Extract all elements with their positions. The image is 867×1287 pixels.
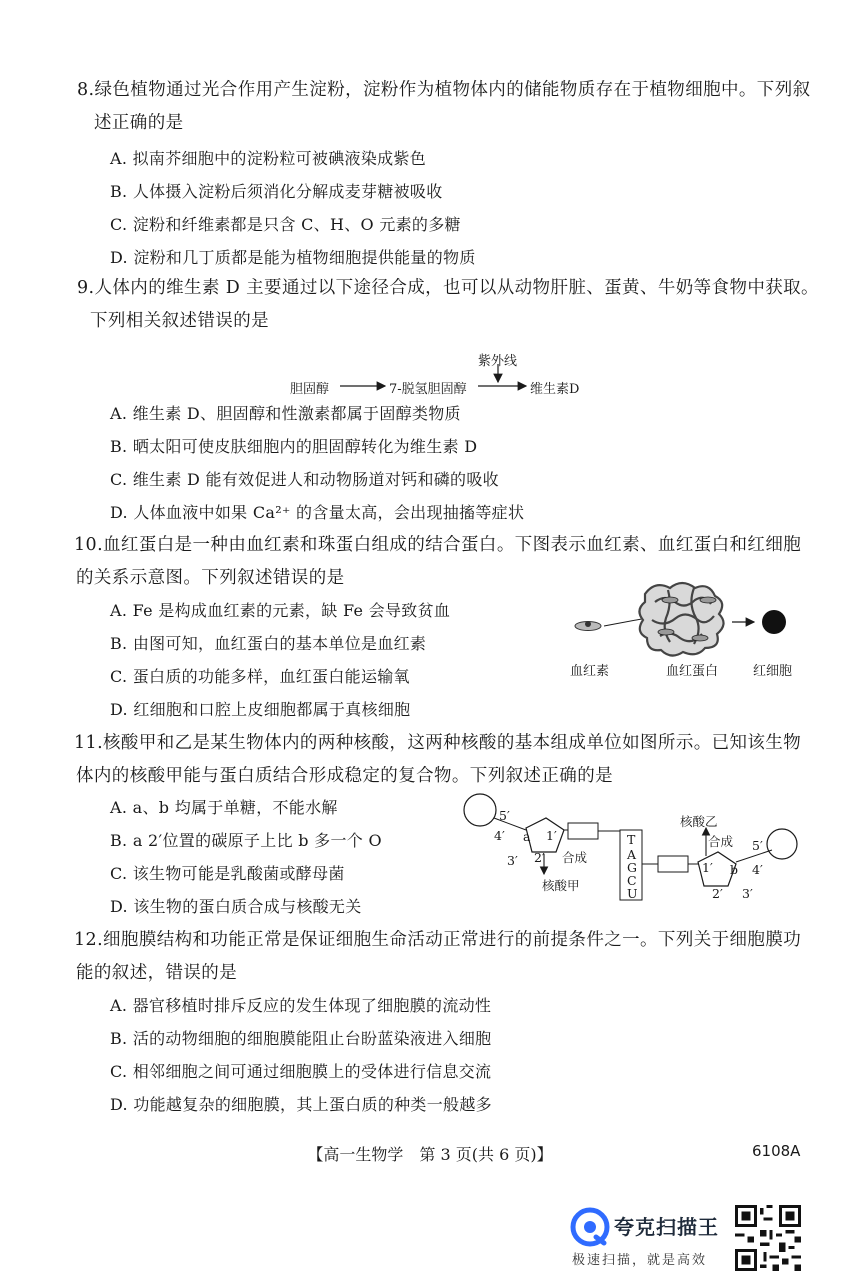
question-11-option-c: C. 该生物可能是乳酸菌或酵母菌 — [110, 864, 345, 883]
question-12-stem-line1: 12.细胞膜结构和功能正常是保证细胞生命活动正常进行的前提条件之一。下列关于细胞膜功 — [74, 930, 802, 950]
question-9-option-b: B. 晒太阳可使皮肤细胞内的胆固醇转化为维生素 D — [110, 437, 478, 456]
qr-code-icon — [735, 1205, 801, 1271]
base-b-box — [658, 856, 688, 872]
cholesterol-label: 胆固醇 — [290, 382, 330, 397]
sugar-a-icon — [526, 818, 564, 852]
question-9-option-a: A. 维生素 D、胆固醇和性激素都属于固醇类物质 — [110, 404, 461, 423]
label-3prime-b: 3′ — [742, 886, 753, 901]
label-acid-jia: 核酸甲 — [542, 878, 580, 893]
question-10-option-c: C. 蛋白质的功能多样，血红蛋白能运输氧 — [110, 667, 410, 686]
question-9-stem-line1: 9.人体内的维生素 D 主要通过以下途径合成，也可以从动物肝脏、蛋黄、牛奶等食物中获取。 — [77, 278, 819, 298]
label-2prime-b: 2′ — [712, 886, 723, 901]
question-11-option-d: D. 该生物的蛋白质合成与核酸无关 — [110, 897, 362, 916]
question-12 — [74, 924, 801, 990]
heme-icon — [575, 621, 601, 631]
hemoglobin-label: 血红蛋白 — [666, 664, 719, 679]
label-1prime-a: 1′ — [546, 828, 557, 843]
question-9-option-d: D. 人体血液中如果 Ca²⁺ 的含量太高，会出现抽搐等症状 — [110, 503, 525, 522]
question-11-stem-line2: 体内的核酸甲能与蛋白质结合形成稳定的复合物。下列叙述正确的是 — [76, 766, 613, 786]
question-10-option-a: A. Fe 是构成血红素的元素，缺 Fe 会导致贫血 — [110, 601, 451, 620]
red-blood-cell-icon — [762, 610, 786, 634]
base-a: A — [627, 847, 637, 862]
question-10-option-d: D. 红细胞和口腔上皮细胞都属于真核细胞 — [110, 700, 411, 719]
label-acid-yi: 核酸乙 — [680, 814, 718, 829]
heme-label: 血红素 — [570, 664, 610, 679]
question-8-stem-line2: 述正确的是 — [94, 113, 184, 133]
question-8 — [77, 74, 811, 140]
vitamin-d-label: 维生素D — [530, 382, 580, 397]
question-11-stem-line1: 11.核酸甲和乙是某生物体内的两种核酸，这两种核酸的基本组成单位如图所示。已知该生物 — [74, 733, 802, 753]
footer-page-info: 【高一生物学 第 3 页(共 6 页)】 — [307, 1145, 553, 1164]
base-g: G — [627, 860, 637, 875]
question-11-option-b: B. a 2′位置的碳原子上比 b 多一个 O — [110, 831, 382, 850]
label-b: b — [730, 862, 739, 877]
question-11-option-a: A. a、b 均属于单糖，不能水解 — [110, 798, 338, 817]
uv-label: 紫外线 — [478, 354, 518, 369]
label-1prime-b: 1′ — [702, 860, 713, 875]
question-9 — [77, 272, 819, 338]
label-4prime-a: 4′ — [494, 828, 505, 843]
base-c: C — [627, 873, 637, 888]
label-4prime-b: 4′ — [752, 862, 763, 877]
question-11 — [74, 727, 801, 793]
base-a-box — [568, 823, 598, 839]
question-8-option-b: B. 人体摄入淀粉后须消化分解成麦芽糖被吸收 — [110, 182, 443, 201]
hemoglobin-figure — [570, 574, 800, 664]
question-8-option-d: D. 淀粉和几丁质都是能为植物细胞提供能量的物质 — [110, 248, 476, 267]
scanner-watermark — [570, 1205, 860, 1275]
question-12-option-b: B. 活的动物细胞的细胞膜能阻止台盼蓝染液进入细胞 — [110, 1029, 492, 1048]
rbc-label: 红细胞 — [753, 664, 793, 679]
question-12-option-a: A. 器官移植时排斥反应的发生体现了细胞膜的流动性 — [110, 996, 492, 1015]
question-8-option-a: A. 拟南芥细胞中的淀粉粒可被碘液染成紫色 — [110, 149, 427, 168]
phosphate-b-icon — [767, 829, 797, 859]
label-synth-a: 合成 — [562, 850, 588, 865]
question-10-option-b: B. 由图可知，血红蛋白的基本单位是血红素 — [110, 634, 427, 653]
label-2prime-a: 2′ — [534, 850, 545, 865]
question-8-option-c: C. 淀粉和纤维素都是只含 C、H、O 元素的多糖 — [110, 215, 461, 234]
vitamin-d-pathway-arrows — [330, 362, 540, 396]
label-synth-b: 合成 — [708, 834, 734, 849]
question-12-stem-line2: 能的叙述，错误的是 — [76, 963, 238, 983]
question-12-option-c: C. 相邻细胞之间可通过细胞膜上的受体进行信息交流 — [110, 1062, 492, 1081]
scanner-logo-icon — [570, 1207, 610, 1247]
question-8-stem-line1: 8.绿色植物通过光合作用产生淀粉，淀粉作为植物体内的储能物质存在于植物细胞中。下列叙 — [77, 80, 811, 100]
dehydrocholesterol-label: 7-脱氢胆固醇 — [389, 382, 467, 397]
label-a: a — [523, 829, 531, 844]
watermark-slogan: 极速扫描，就是高效 — [572, 1253, 708, 1268]
label-5prime-b: 5′ — [752, 838, 763, 853]
question-9-stem-line2: 下列相关叙述错误的是 — [90, 311, 269, 331]
question-9-option-c: C. 维生素 D 能有效促进人和动物肠道对钙和磷的吸收 — [110, 470, 499, 489]
question-10-stem-line2: 的关系示意图。下列叙述错误的是 — [76, 568, 345, 588]
hemoglobin-icon — [639, 583, 723, 656]
phosphate-a-icon — [464, 794, 496, 826]
question-12-option-d: D. 功能越复杂的细胞膜，其上蛋白质的种类一般越多 — [110, 1095, 492, 1114]
base-t: T — [627, 832, 636, 847]
watermark-brand: 夸克扫描王 — [614, 1215, 719, 1239]
question-10-stem-line1: 10.血红蛋白是一种由血红素和珠蛋白组成的结合蛋白。下图表示血红素、血红蛋白和红细胞 — [74, 535, 802, 555]
label-3prime-a: 3′ — [507, 853, 518, 868]
footer-code: 6108A — [752, 1142, 801, 1160]
label-5prime-a: 5′ — [499, 808, 510, 823]
base-u: U — [627, 886, 638, 901]
